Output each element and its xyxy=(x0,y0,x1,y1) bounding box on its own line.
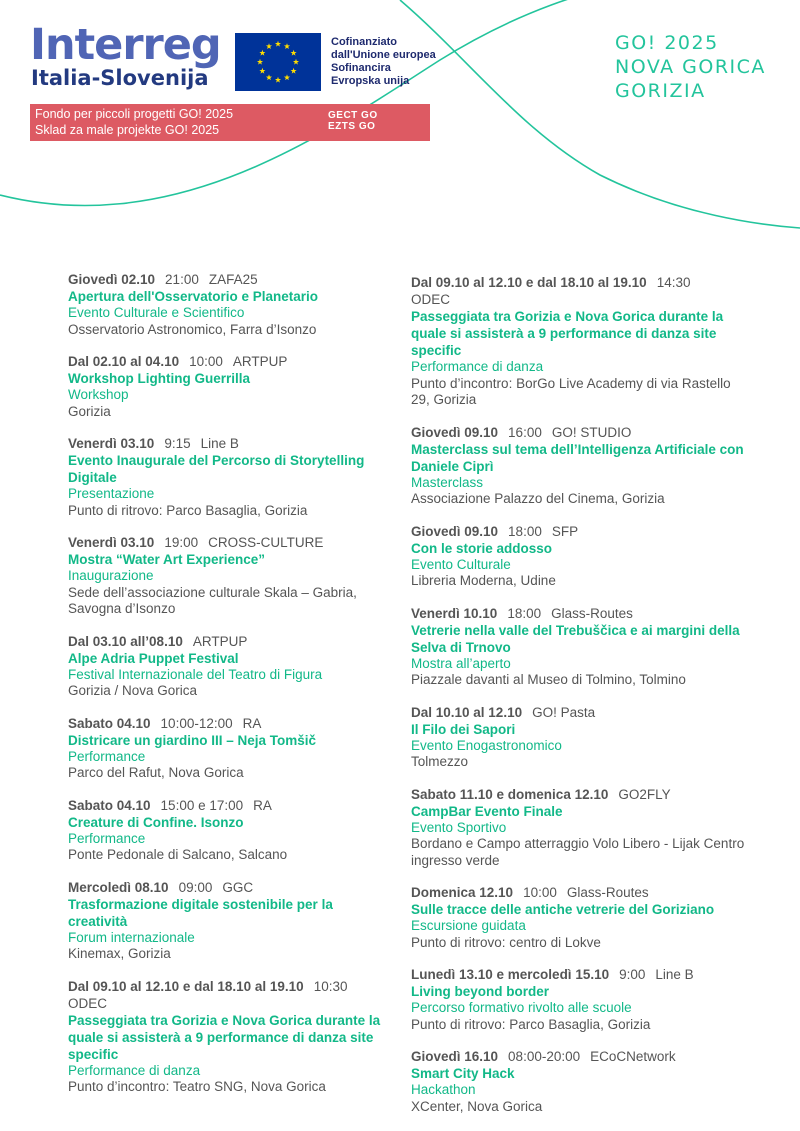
event-organizer: SFP xyxy=(551,523,579,539)
event-item xyxy=(68,715,388,782)
event-item xyxy=(68,633,388,700)
event-place: Osservatorio Astronomico, Farra d’Isonzo xyxy=(68,321,317,337)
event-place: Parco del Rafut, Nova Gorica xyxy=(68,765,244,780)
event-type: Mostra all’aperto xyxy=(411,655,511,671)
event-time: 18:00 xyxy=(508,523,542,539)
event-place: XCenter, Nova Gorica xyxy=(411,1098,543,1114)
event-organizer: ARTPUP xyxy=(192,633,248,649)
event-place: Bordano e Campo atterraggio Volo Libero - Lijak Centro ingresso verde xyxy=(411,836,745,868)
event-organizer: Line B xyxy=(655,967,694,982)
event-item xyxy=(68,797,388,864)
eu-star-icon xyxy=(275,77,281,83)
event-title: Creature di Confine. Isonzo xyxy=(68,814,244,830)
event-type: Evento Enogastronomico xyxy=(411,737,562,753)
event-title: Districare un giardino III – Neja Tomšič xyxy=(68,732,317,748)
event-title: Smart City Hack xyxy=(411,1066,515,1081)
event-title: Evento Inaugurale del Percorso di Storytelling Digitale xyxy=(68,453,365,485)
event-place: Punto d’incontro: BorGo Live Academy di via Rastello 29, Gorizia xyxy=(411,375,731,407)
event-title: Sulle tracce delle antiche vetrerie del Goriziano xyxy=(411,902,715,917)
event-date: Giovedì 09.10 xyxy=(411,523,499,539)
event-item xyxy=(68,978,388,1096)
event-title: CampBar Evento Finale xyxy=(411,803,563,819)
event-time: 21:00 xyxy=(165,272,199,287)
event-title: Living beyond border xyxy=(411,984,550,999)
event-date: Mercoledì 08.10 xyxy=(68,879,169,895)
event-time: 10:30 xyxy=(313,978,348,994)
eu-star-icon xyxy=(257,59,263,65)
event-item xyxy=(411,605,746,689)
event-organizer: GO2FLY xyxy=(618,786,671,802)
event-place: Gorizia / Nova Gorica xyxy=(68,683,198,698)
event-type: Hackathon xyxy=(411,1082,476,1097)
event-date: Dal 10.10 al 12.10 xyxy=(411,704,523,720)
event-organizer: Line B xyxy=(200,436,239,451)
event-type: Percorso formativo rivolto alle scuole xyxy=(411,1000,632,1015)
event-meta xyxy=(411,704,746,721)
eu-star-icon xyxy=(291,50,297,56)
event-type: Performance di danza xyxy=(411,359,544,374)
event-date: Lunedì 13.10 e mercoledì 15.10 xyxy=(411,967,610,982)
eu-star-icon xyxy=(259,50,265,56)
cofinance-line: Cofinanziato xyxy=(331,36,397,48)
event-meta xyxy=(411,786,746,803)
event-organizer: Glass-Routes xyxy=(551,605,633,621)
event-item xyxy=(411,966,746,1033)
event-item xyxy=(411,704,746,771)
event-meta xyxy=(411,1048,746,1065)
event-time: 14:30 xyxy=(656,275,691,290)
event-title: Passeggiata tra Gorizia e Nova Gorica durante la quale si assisterà a 9 performance di danza site specific xyxy=(68,1012,381,1062)
event-title: Mostra “Water Art Experience” xyxy=(68,552,266,567)
event-date: Dal 09.10 al 12.10 e dal 18.10 al 19.10 xyxy=(68,978,304,994)
event-time: 08:00-20:00 xyxy=(508,1049,581,1064)
events-column-right xyxy=(411,274,746,1130)
event-time: 10:00-12:00 xyxy=(160,715,233,731)
event-organizer: ZAFA25 xyxy=(208,272,258,287)
eu-star-icon xyxy=(266,74,272,80)
event-date: Giovedì 02.10 xyxy=(68,272,156,287)
event-type: Presentazione xyxy=(68,486,155,501)
event-organizer: RA xyxy=(242,715,262,731)
eu-star-icon xyxy=(259,68,265,74)
event-meta xyxy=(68,534,388,551)
event-place: Punto d’incontro: Teatro SNG, Nova Gorica xyxy=(68,1079,326,1094)
eu-star-icon xyxy=(291,68,297,74)
interreg-logo-wordmark: Interreg xyxy=(30,20,221,70)
event-place: Punto di ritrovo: centro di Lokve xyxy=(411,934,601,950)
event-place: Ponte Pedonale di Salcano, Salcano xyxy=(68,847,288,862)
event-item xyxy=(68,435,388,519)
event-type: Festival Internazionale del Teatro di Figura xyxy=(68,666,323,682)
event-place: Piazzale davanti al Museo di Tolmino, Tolmino xyxy=(411,672,686,687)
event-item xyxy=(68,271,388,338)
event-organizer: GO! Pasta xyxy=(532,704,596,720)
event-organizer: RA xyxy=(253,797,272,813)
event-organizer: ODEC xyxy=(411,292,451,307)
event-item xyxy=(411,523,746,590)
eu-flag-icon xyxy=(235,33,321,91)
event-item xyxy=(411,786,746,870)
event-date: Sabato 04.10 xyxy=(68,797,151,813)
event-type: Inaugurazione xyxy=(68,568,154,583)
event-time: 19:00 xyxy=(164,535,199,550)
event-title: Masterclass sul tema dell’Intelligenza Artificiale con Daniele Ciprì xyxy=(411,441,744,474)
fund-title-si: Sklad za male projekte GO! 2025 xyxy=(35,123,220,137)
event-type: Workshop xyxy=(68,387,129,402)
event-organizer: CROSS-CULTURE xyxy=(208,535,324,550)
event-meta xyxy=(68,879,388,896)
event-type: Escursione guidata xyxy=(411,918,526,933)
event-date: Sabato 04.10 xyxy=(68,715,151,731)
event-meta xyxy=(68,271,388,288)
event-type: Performance di danza xyxy=(68,1062,201,1078)
event-place: Punto di ritrovo: Parco Basaglia, Gorizia xyxy=(411,1016,651,1032)
event-place: Sede dell’associazione culturale Skala – Gabria, Savogna d’Isonzo xyxy=(68,584,357,616)
event-title: Trasformazione digitale sostenibile per la creatività xyxy=(68,896,333,929)
event-time: 15:00 e 17:00 xyxy=(160,797,244,813)
eu-star-icon xyxy=(275,41,281,47)
event-organizer: GO! STUDIO xyxy=(551,424,632,440)
event-meta xyxy=(68,978,388,1012)
event-date: Giovedì 16.10 xyxy=(411,1049,499,1064)
event-item xyxy=(411,274,746,409)
event-type: Evento Sportivo xyxy=(411,819,507,835)
event-organizer: ARTPUP xyxy=(232,354,288,369)
event-date: Giovedì 09.10 xyxy=(411,424,499,440)
event-title: Workshop Lighting Guerrilla xyxy=(68,371,251,386)
event-time: 18:00 xyxy=(507,605,542,621)
event-item xyxy=(68,353,388,420)
event-time: 9:00 xyxy=(619,967,646,982)
eu-star-icon xyxy=(266,43,272,49)
go2025-logo xyxy=(615,31,766,103)
event-date: Venerdì 10.10 xyxy=(411,605,498,621)
interreg-logo-subtitle: Italia-Slovenija xyxy=(31,66,209,90)
go2025-logo-line: GORIZIA xyxy=(615,80,706,102)
event-organizer: ECoCNetwork xyxy=(590,1049,676,1064)
event-meta xyxy=(68,797,388,814)
gect-go-logo: GECT GO EZTS GO xyxy=(328,110,378,132)
event-organizer: ODEC xyxy=(68,995,108,1011)
eu-star-icon xyxy=(284,43,290,49)
eu-star-icon xyxy=(293,59,299,65)
event-place: Gorizia xyxy=(68,403,111,419)
event-item xyxy=(411,1048,746,1115)
event-item xyxy=(68,534,388,618)
event-title: Alpe Adria Puppet Festival xyxy=(68,650,239,666)
event-title: Vetrerie nella valle del Trebuščica e ai margini della Selva di Trnovo xyxy=(411,622,740,655)
cofinance-line: Evropska unija xyxy=(331,75,410,87)
event-date: Dal 02.10 al 04.10 xyxy=(68,354,180,369)
event-type: Evento Culturale e Scientifico xyxy=(68,305,245,320)
event-time: 10:00 xyxy=(523,885,557,900)
event-title: Il Filo dei Sapori xyxy=(411,721,516,737)
event-item xyxy=(411,884,746,951)
event-type: Performance xyxy=(68,748,146,764)
event-time: 10:00 xyxy=(189,354,223,369)
event-type: Evento Culturale xyxy=(411,556,511,572)
events-column-left xyxy=(68,271,388,1111)
event-meta xyxy=(411,274,746,308)
event-organizer: Glass-Routes xyxy=(566,885,649,900)
event-time: 16:00 xyxy=(508,424,542,440)
event-meta xyxy=(411,523,746,540)
go2025-logo-line: GO! 2025 xyxy=(615,32,719,54)
event-place: Associazione Palazzo del Cinema, Gorizia xyxy=(411,491,665,506)
event-item xyxy=(411,424,746,508)
event-time: 9:15 xyxy=(164,436,191,451)
fund-title-it: Fondo per piccoli progetti GO! 2025 xyxy=(35,107,234,121)
event-title: Passeggiata tra Gorizia e Nova Gorica durante la quale si assisterà a 9 performance di danza site specific xyxy=(411,309,724,358)
event-meta xyxy=(68,715,388,732)
event-type: Forum internazionale xyxy=(68,929,195,945)
event-date: Dal 03.10 all’08.10 xyxy=(68,633,183,649)
event-place: Libreria Moderna, Udine xyxy=(411,573,556,588)
cofinance-line: dall'Unione europea xyxy=(331,49,436,61)
event-organizer: GGC xyxy=(222,879,254,895)
event-meta xyxy=(68,633,388,650)
event-meta xyxy=(411,424,746,441)
event-meta xyxy=(411,605,746,622)
cofinance-statement xyxy=(331,36,436,88)
event-place: Tolmezzo xyxy=(411,754,469,769)
go2025-logo-line: NOVA GORICA xyxy=(615,56,766,78)
cofinance-line: Sofinancira xyxy=(331,62,391,74)
event-time: 09:00 xyxy=(178,879,213,895)
small-projects-fund-band xyxy=(30,104,430,141)
event-place: Kinemax, Gorizia xyxy=(68,946,171,961)
event-date: Sabato 11.10 e domenica 12.10 xyxy=(411,786,609,802)
event-title: Con le storie addosso xyxy=(411,540,553,556)
event-meta xyxy=(411,966,746,983)
event-meta xyxy=(68,435,388,452)
event-date: Venerdì 03.10 xyxy=(68,436,155,451)
event-title: Apertura dell'Osservatorio e Planetario xyxy=(68,289,319,304)
event-type: Performance xyxy=(68,830,146,846)
event-type: Masterclass xyxy=(411,474,484,490)
event-date: Dal 09.10 al 12.10 e dal 18.10 al 19.10 xyxy=(411,275,647,290)
eu-star-icon xyxy=(284,74,290,80)
event-place: Punto di ritrovo: Parco Basaglia, Gorizia xyxy=(68,502,308,518)
event-item xyxy=(68,879,388,963)
event-meta xyxy=(411,884,746,901)
event-date: Domenica 12.10 xyxy=(411,885,514,900)
event-meta xyxy=(68,353,388,370)
event-date: Venerdì 03.10 xyxy=(68,535,155,550)
